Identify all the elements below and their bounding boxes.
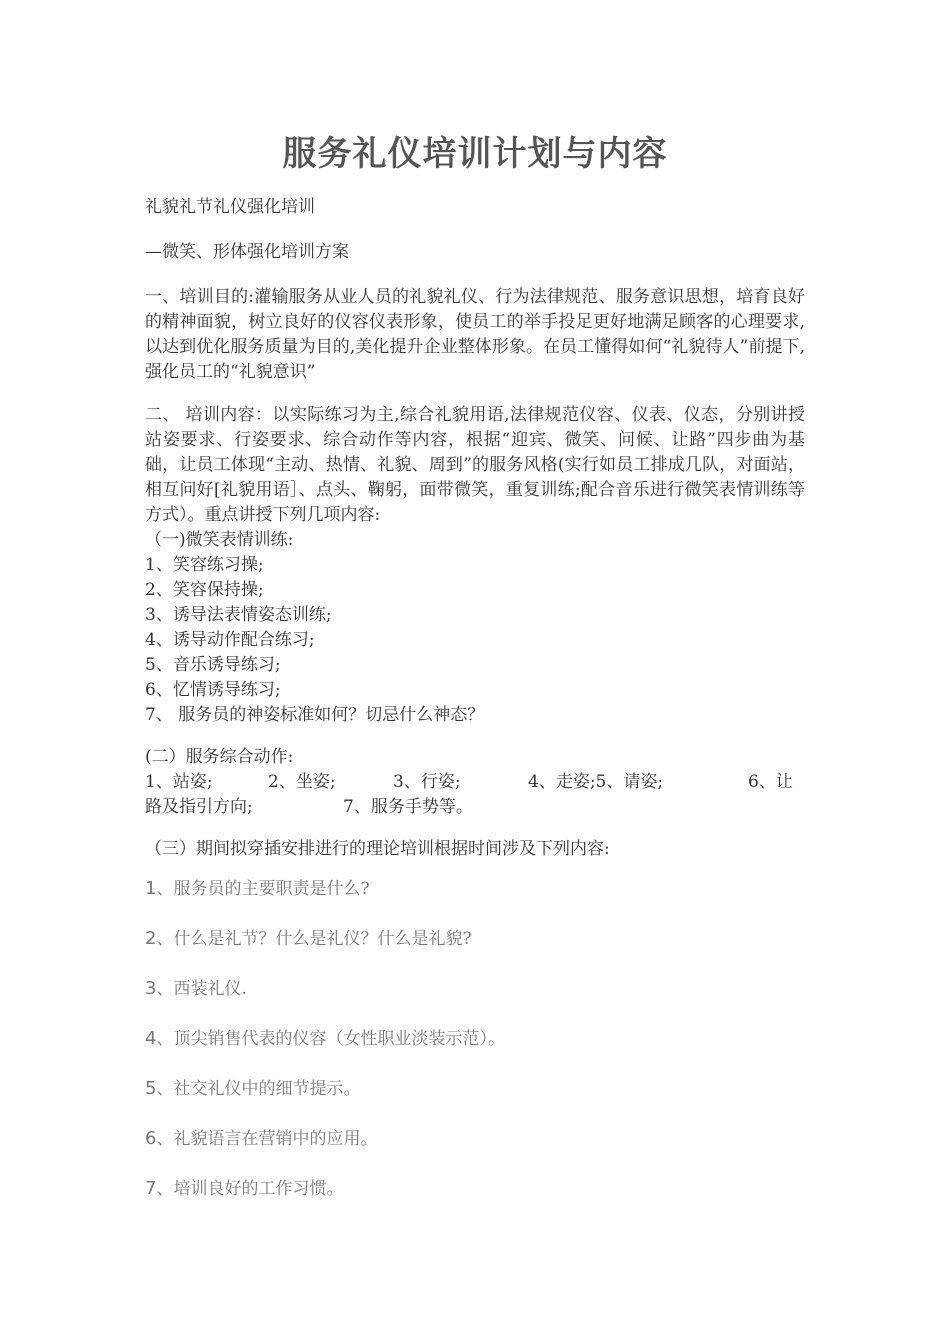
- section-training-purpose: 一、培训目的:灌输服务从业人员的礼貌礼仪、行为法律规范、服务意识思想，培育良好的精神面貌，树立良好的仪容仪表形象，使员工的举手投足更好地满足顾客的心理要求,以达到优化服务质量为目的,美化提升企业整体形象。在员工懂得如何“礼貌待人”前提下,强化员工的“礼貌意识”: [145, 287, 805, 382]
- subtitle-smile-program: —微笑、形体强化培训方案: [145, 242, 349, 262]
- theory-item-text: 、西装礼仪.: [156, 979, 247, 999]
- theory-item-number: 3: [145, 978, 157, 999]
- theory-item: [145, 1026, 805, 1052]
- action-item: 6、让: [748, 772, 793, 792]
- page-title: 服务礼仪培训计划与内容: [282, 134, 668, 174]
- list-item: 1、笑容练习操;: [145, 555, 264, 575]
- theory-item-number: 5: [145, 1078, 157, 1099]
- theory-item-number: 7: [145, 1178, 157, 1199]
- theory-item-number: 2: [145, 928, 157, 949]
- action-item: 2、坐姿;: [268, 772, 336, 792]
- subtitle-courtesy-training: 礼貌礼节礼仪强化培训: [145, 197, 315, 217]
- smile-training-heading: （一)微笑表情训练:: [145, 530, 294, 550]
- theory-item-text: 、顶尖销售代表的仪容（女性职业淡装示范）。: [156, 1029, 505, 1049]
- theory-item: [145, 1126, 805, 1152]
- theory-item-text: 、社交礼仪中的细节提示。: [156, 1079, 361, 1099]
- theory-item-number: 4: [145, 1028, 157, 1049]
- theory-item: [145, 976, 805, 1002]
- list-item: 5、音乐诱导练习;: [145, 655, 281, 675]
- action-item: 3、行姿;: [393, 772, 461, 792]
- theory-item-number: 6: [145, 1128, 157, 1149]
- theory-item-text: 、服务员的主要职责是什么?: [156, 879, 370, 899]
- list-item: 7、 服务员的神姿标准如何？切忌什么神态？: [145, 705, 485, 725]
- list-item: 2、笑容保持操;: [145, 580, 264, 600]
- theory-item-text: 、培训良好的工作习惯。: [156, 1179, 344, 1199]
- theory-item: [145, 926, 805, 952]
- list-item: 3、诱导法表情姿态训练;: [145, 605, 332, 625]
- list-item: 6、忆情诱导练习;: [145, 680, 281, 700]
- action-item: 7、服务手势等。: [343, 797, 473, 817]
- action-item: 4、走姿;5、请姿;: [528, 772, 664, 792]
- theory-item: [145, 1176, 805, 1202]
- service-actions-heading: (二）服务综合动作:: [145, 747, 294, 767]
- theory-item-text: 、礼貌语言在营销中的应用。: [156, 1129, 378, 1149]
- section-training-content: 二、 培训内容：以实际练习为主,综合礼貌用语,法律规范仪容、仪表、仪态，分别讲授站姿要求、行姿要求、综合动作等内容，根据“迎宾、微笑、问候、让路”四步曲为基础，让员工体现“主动、热情、礼貌、周到”的服务风格(实行如员工排成几队，对面站，相互问好[礼貌用语］、点头、鞠躬，面带微笑，重复训练;配合音乐进行微笑表情训练等方式）。重点讲授下列几项内容:: [145, 405, 805, 525]
- theory-item: [145, 1076, 805, 1102]
- theory-training-heading: （三）期间拟穿插安排进行的理论培训根据时间涉及下列内容:: [145, 839, 610, 859]
- theory-item-text: 、什么是礼节？什么是礼仪？什么是礼貌?: [156, 929, 472, 949]
- list-item: 4、诱导动作配合练习;: [145, 630, 315, 650]
- action-item: 路及指引方向;: [145, 797, 253, 817]
- action-item: 1、站姿;: [145, 772, 213, 792]
- theory-item-number: 1: [145, 878, 157, 899]
- theory-item: [145, 876, 805, 902]
